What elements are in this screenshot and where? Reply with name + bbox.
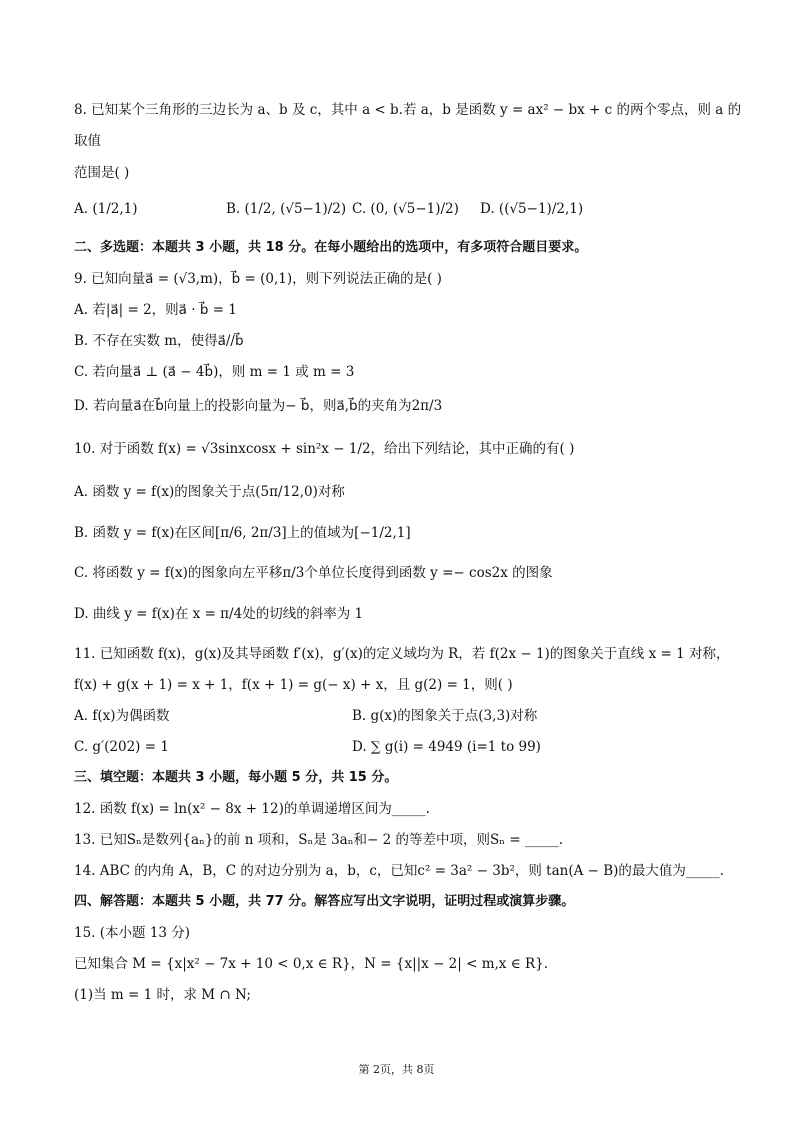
q10-option-a: A. 函数 y = f(x)的图象关于点(5π/12,0)对称 (74, 484, 345, 500)
q13: 13. 已知Sₙ是数列{aₙ}的前 n 项和，Sₙ是 3aₙ和− 2 的等差中项，则Sₙ = _____. (74, 832, 564, 848)
q11-option-a: A. f(x)为偶函数 (74, 708, 170, 724)
q10-option-b: B. 函数 y = f(x)在区间[π/6, 2π/3]上的值域为[−1/2,1] (74, 525, 411, 541)
q11-line1: 11. 已知函数 f(x)，g(x)及其导函数 f′(x)，g′(x)的定义域均为 R，若 f(2x − 1)的图象关于直线 x = 1 对称， (74, 646, 730, 662)
q9-option-d: D. 若向量a⃗在b⃗向量上的投影向量为− b⃗，则a⃗,b⃗的夹角为2π/3 (74, 398, 443, 414)
q12: 12. 函数 f(x) = ln(x² − 8x + 12)的单调递增区间为_____. (74, 801, 430, 817)
q8-option-a: A. (1/2,1) (74, 201, 138, 217)
section-heading-solutions: 四、解答题：本题共 5 小题，共 77 分。解答应写出文字说明，证明过程或演算步骤。 (74, 894, 575, 909)
q8-option-d: D. ((√5−1)/2,1) (480, 201, 584, 217)
section-heading-multiple-choice: 二、多选题：本题共 3 小题，共 18 分。在每小题给出的选项中，有多项符合题目要求。 (74, 240, 588, 255)
q9-option-b: B. 不存在实数 m，使得a⃗//b⃗ (74, 333, 244, 349)
q8-option-b: B. (1/2, (√5−1)/2) (226, 201, 347, 217)
q15-head: 15. (本小题 13 分) (74, 925, 191, 941)
q8-option-c: C. (0, (√5−1)/2) (352, 201, 459, 217)
q14: 14. ABC 的内角 A，B，C 的对边分别为 a，b，c，已知c² = 3a² − 3b²，则 tan(A − B)的最大值为_____. (74, 863, 724, 879)
q10-stem: 10. 对于函数 f(x) = √3sinxcosx + sin²x − 1/2，给出下列结论，其中正确的有( ) (74, 441, 575, 457)
q9-option-a: A. 若|a⃗| = 2，则a⃗ · b⃗ = 1 (74, 302, 237, 318)
q9-option-c: C. 若向量a⃗ ⊥ (a⃗ − 4b⃗)，则 m = 1 或 m = 3 (74, 364, 355, 380)
q11-line2: f(x) + g(x + 1) = x + 1，f(x + 1) = g(− x) + x，且 g(2) = 1，则( ) (74, 677, 513, 693)
section-heading-fill-blank: 三、填空题：本题共 3 小题，每小题 5 分，共 15 分。 (74, 770, 398, 785)
q15-part1: (1)当 m = 1 时，求 M ∩ N; (74, 987, 251, 1003)
q11-option-b: B. g(x)的图象关于点(3,3)对称 (352, 708, 538, 724)
q10-option-c: C. 将函数 y = f(x)的图象向左平移π/3个单位长度得到函数 y =− cos2x 的图象 (74, 565, 553, 581)
page-footer: 第 2页，共 8页 (358, 1063, 435, 1076)
q8-line1: 8. 已知某个三角形的三边长为 a、b 及 c，其中 a < b.若 a，b 是函数 y = ax² − bx + c 的两个零点，则 a 的 (74, 102, 742, 118)
q11-option-c: C. g′(202) = 1 (74, 739, 169, 755)
q11-option-d: D. ∑ g(i) = 4949 (i=1 to 99) (352, 739, 541, 755)
q15-stem: 已知集合 M = {x|x² − 7x + 10 < 0,x ∈ R}，N = {x||x − 2| < m,x ∈ R}. (74, 956, 549, 972)
q8-line3: 范围是( ) (74, 165, 130, 181)
q10-option-d: D. 曲线 y = f(x)在 x = π/4处的切线的斜率为 1 (74, 606, 364, 622)
q9-stem: 9. 已知向量a⃗ = (√3,m)，b⃗ = (0,1)，则下列说法正确的是( ) (74, 271, 442, 287)
q8-line2: 取值 (74, 133, 101, 149)
